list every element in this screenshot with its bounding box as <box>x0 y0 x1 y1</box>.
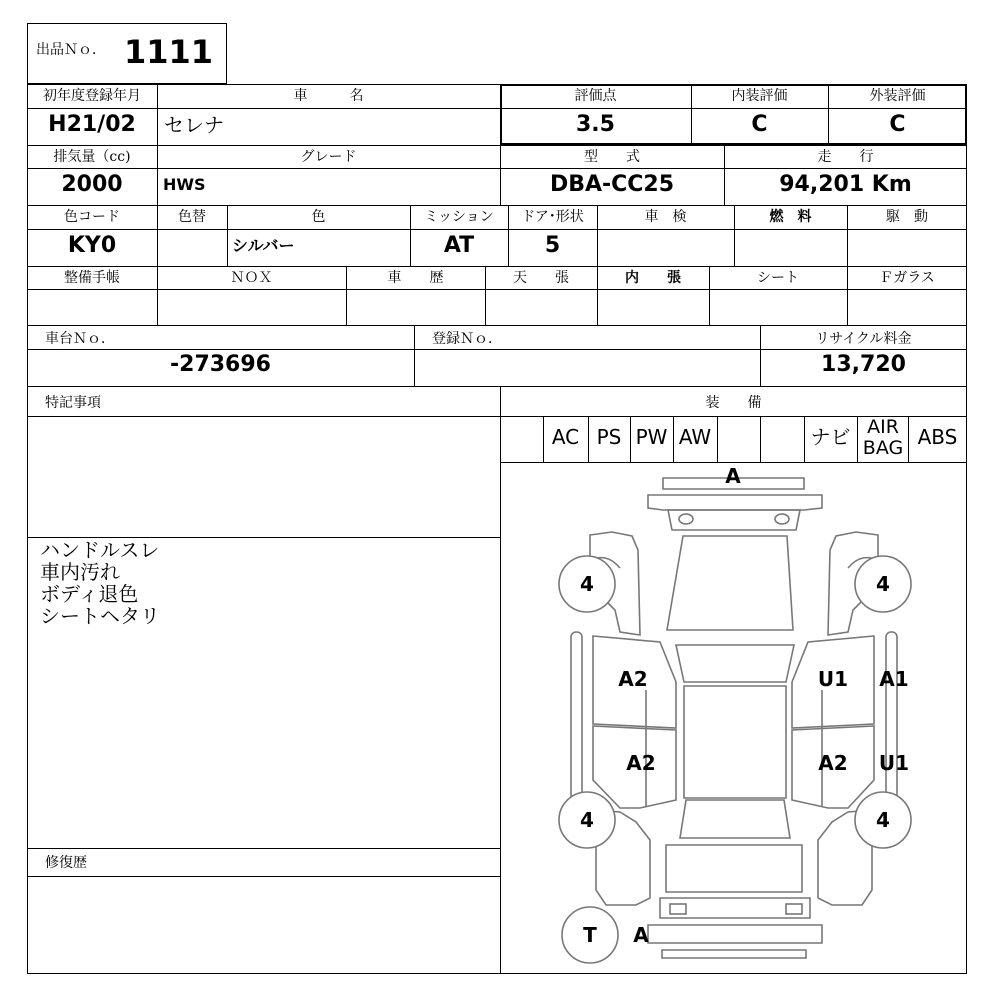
equipment-aw: AW <box>678 425 712 449</box>
color-label: 色 <box>311 209 326 225</box>
mission-value: AT <box>443 233 475 258</box>
first-reg-value: H21/02 <box>48 112 136 137</box>
door-value: 5 <box>544 233 561 258</box>
mark-left-front-door: A2 <box>618 667 648 691</box>
equipment-ac: AC <box>551 425 580 449</box>
equipment-ps: PS <box>596 425 622 449</box>
mark-front-right-tire: 4 <box>876 572 890 596</box>
mark-rear-bumper: A <box>633 923 649 947</box>
equipment-label: 装 備 <box>705 395 762 411</box>
mark-front-left-tire: 4 <box>580 572 594 596</box>
interior-label: 内装評価 <box>731 88 788 104</box>
registration-label: 登録Ｎｏ． <box>432 331 502 347</box>
mark-right-front-sill: A1 <box>879 667 909 691</box>
right-sill-outline <box>886 632 897 802</box>
notes-list <box>40 539 160 627</box>
mark-left-rear-door: A2 <box>626 751 656 775</box>
equipment-navi: ナビ <box>810 425 851 449</box>
car-name-label: 車 名 <box>293 88 364 104</box>
mileage-label: 走 行 <box>817 149 874 165</box>
first-reg-label: 初年度登録年月 <box>43 88 141 104</box>
note-item: 車内汚れ <box>40 560 120 584</box>
note-item: ハンドルスレ <box>40 538 160 562</box>
repair-history-label: 修復歴 <box>45 855 87 871</box>
notes-label: 特記事項 <box>45 395 101 411</box>
lot-number: 1111 <box>124 33 214 71</box>
maintenance-label: 整備手帳 <box>64 270 120 286</box>
equipment-pw: PW <box>635 425 668 449</box>
lot-number-label: 出品Ｎｏ． <box>36 42 106 58</box>
mileage-value: 94,201 Km <box>779 172 912 197</box>
note-item: ボディ退色 <box>40 582 139 606</box>
tailgate-outline <box>666 845 802 892</box>
interior-value: C <box>751 112 768 137</box>
displacement-value: 2000 <box>61 172 123 197</box>
equipment-abs: ABS <box>917 425 958 449</box>
hood-outline <box>667 536 793 630</box>
chassis-value: -273696 <box>170 352 271 377</box>
mission-label: ミッション <box>424 209 494 225</box>
exterior-label: 外装評価 <box>869 88 926 104</box>
interior-trim-label: 内 張 <box>625 270 681 286</box>
windshield-outline <box>676 645 794 682</box>
equipment-airbag: AIR BAG <box>862 416 904 459</box>
roof-outline <box>684 686 786 798</box>
color-code-value: KY0 <box>67 233 117 258</box>
model-value: DBA-CC25 <box>549 172 675 197</box>
left-sill-outline <box>571 632 582 802</box>
seat-label: シート <box>757 270 799 286</box>
grade-value: HWS <box>163 175 206 194</box>
exterior-value: C <box>889 112 906 137</box>
mark-right-rear-door: A2 <box>818 751 848 775</box>
score-label: 評価点 <box>574 88 617 104</box>
model-label: 型 式 <box>584 149 640 165</box>
fglass-label: Ｆガラス <box>879 270 935 286</box>
car-name-value: セレナ <box>164 113 224 137</box>
mark-spare-tire: T <box>583 923 597 947</box>
recycle-value: 13,720 <box>821 352 906 377</box>
front-grille-outline <box>648 495 822 510</box>
mark-right-rear-sill: U1 <box>878 751 910 775</box>
score-value: 3.5 <box>576 112 615 137</box>
sunroof-label: 天 張 <box>513 270 569 286</box>
displacement-label: 排気量（cc) <box>53 149 131 165</box>
vehicle-damage-diagram <box>501 463 966 973</box>
drive-label: 駆 動 <box>886 209 928 225</box>
mark-right-front-door: U1 <box>817 667 849 691</box>
mark-rear-left-tire: 4 <box>580 808 594 832</box>
mark-front: A <box>725 464 741 488</box>
chassis-label: 車台Ｎｏ． <box>45 331 115 347</box>
history-label: 車 歴 <box>387 270 444 286</box>
repaint-label: 色替 <box>178 209 206 225</box>
hood-front-outline <box>668 510 800 530</box>
rear-glass-outline <box>680 800 790 838</box>
grade-label: グレード <box>300 149 357 165</box>
fuel-label: 燃 料 <box>769 209 812 225</box>
mark-rear-right-tire: 4 <box>876 808 890 832</box>
recycle-label: リサイクル料金 <box>815 331 912 347</box>
inspection-label: 車 検 <box>644 209 687 225</box>
door-label: ドア･形状 <box>521 209 584 225</box>
lot-number-box <box>27 23 227 84</box>
note-item: シートヘタリ <box>40 604 160 628</box>
rear-bumper-outline <box>660 898 810 918</box>
color-value: シルバー <box>232 236 295 255</box>
nox-label: ＮＯＸ <box>230 270 273 286</box>
color-code-label: 色コード <box>64 209 120 225</box>
